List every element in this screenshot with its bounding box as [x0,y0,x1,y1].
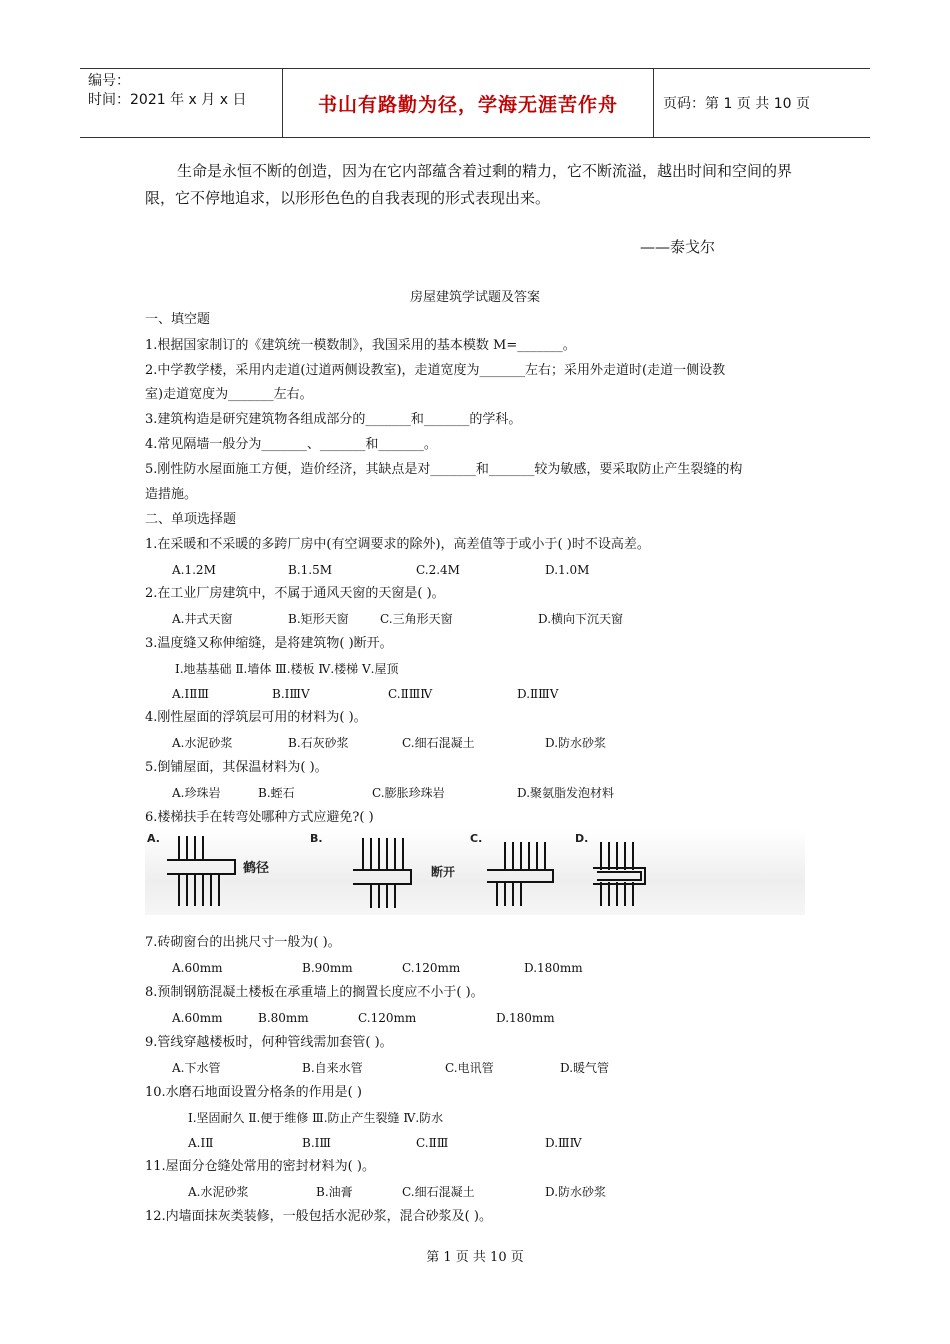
choice-q3-option-c: C.ⅡⅢⅣ [388,687,433,701]
handrail-option-c [487,842,553,906]
choice-q3-option-a: A.ⅠⅡⅢ [172,687,209,701]
handrail-figure [145,830,805,915]
choice-q3: 3.温度缝又称伸缩缝，是将建筑物( )断开。 [145,636,393,651]
choice-q8-option-d: D.180mm [496,1011,555,1025]
choice-q11-option-a: A.水泥砂浆 [188,1185,249,1199]
choice-q7-option-b: B.90mm [302,961,353,975]
choice-q4-option-c: C.细石混凝土 [402,736,475,750]
choice-q7-option-c: C.120mm [402,961,461,975]
choice-q11: 11.屋面分仓缝处常用的密封材料为( )。 [145,1159,375,1174]
choice-q2-option-d: D.横向下沉天窗 [538,612,624,626]
page-footer: 第 1 页 共 10 页 [426,1250,524,1265]
choice-q10-option-d: D.ⅢⅣ [545,1136,582,1150]
choice-q11-option-c: C.细石混凝土 [402,1185,475,1199]
choice-q10: 10.水磨石地面设置分格条的作用是( ) [145,1085,362,1100]
header-motto: 书山有路勤为径，学海无涯苦作舟 [282,69,654,137]
figure-label-a: A. [147,832,160,845]
choice-q1-option-d: D.1.0M [545,563,590,577]
choice-q5-option-c: C.膨胀珍珠岩 [372,786,445,800]
handrail-option-b [353,838,411,908]
fill-q3: 3.建筑构造是研究建筑物各组成部分的_______和_______的学科。 [145,412,522,427]
header-meta [80,69,282,140]
choice-q10-items: Ⅰ.坚固耐久 Ⅱ.便于维修 Ⅲ.防止产生裂缝 Ⅳ.防水 [188,1111,444,1125]
choice-q5-option-b: B.蛭石 [258,786,295,800]
quote-text: 生命是永恒不断的创造，因为在它内部蕴含着过剩的精力，它不断流溢，越出时间和空间的界限，它不停地追求，以形形色色的自我表现的形式表现出来。 [145,162,793,207]
choice-q8: 8.预制钢筋混凝土楼板在承重墙上的搁置长度应不小于( )。 [145,985,484,1000]
fill-q4: 4.常见隔墙一般分为_______、_______和_______。 [145,437,437,452]
choice-q3-option-b: B.ⅠⅢⅤ [272,687,310,701]
choice-q7-option-a: A.60mm [172,961,223,975]
choice-q11-option-b: B.油膏 [316,1185,353,1199]
section-1-heading: 一、填空题 [145,312,211,327]
fill-q5-line2: 造措施。 [145,487,198,502]
choice-q8-option-a: A.60mm [172,1011,223,1025]
page-header [80,68,870,138]
choice-q4-option-a: A.水泥砂浆 [172,736,233,750]
choice-q5-option-a: A.珍珠岩 [172,786,221,800]
choice-q5: 5.倒铺屋面，其保温材料为( )。 [145,760,328,775]
choice-q5-option-d: D.聚氨脂发泡材料 [517,786,615,800]
choice-q2-option-c: C.三角形天窗 [380,612,453,626]
choice-q9-option-d: D.暖气管 [560,1061,610,1075]
handrail-diagrams [145,830,805,915]
section-2-heading: 二、单项选择题 [145,512,237,527]
choice-q4: 4.刚性屋面的浮筑层可用的材料为( )。 [145,710,367,725]
choice-q7-option-d: D.180mm [524,961,583,975]
choice-q9-option-a: A.下水管 [172,1061,221,1075]
fill-q2-line2: 室)走道宽度为_______左右。 [145,387,313,402]
number-label: 编号： [88,73,130,89]
choice-q1-option-b: B.1.5M [288,563,333,577]
choice-q8-option-b: B.80mm [258,1011,309,1025]
fill-q1: 1.根据国家制订的《建筑统一模数制》，我国采用的基本模数 M=_______。 [145,338,576,353]
figure-label-c: C. [470,832,483,845]
choice-q1-option-c: C.2.4M [416,563,460,577]
document-title: 房屋建筑学试题及答案 [409,290,540,305]
choice-q2-option-b: B.矩形天窗 [288,612,349,626]
figure-text-break: 断开 [431,865,456,879]
figure-label-b: B. [310,832,323,845]
choice-q4-option-d: D.防水砂浆 [545,736,607,750]
choice-q10-option-c: C.ⅡⅢ [416,1136,449,1150]
handrail-option-a [167,836,235,906]
choice-q9: 9.管线穿越楼板时，何种管线需加套管( )。 [145,1035,393,1050]
choice-q3-option-d: D.ⅡⅢⅤ [517,687,559,701]
time-label: 时间：2021 年 x 月 x 日 [88,92,247,108]
choice-q11-option-d: D.防水砂浆 [545,1185,607,1199]
choice-q6: 6.楼梯扶手在转弯处哪种方式应避免?( ) [145,810,374,825]
handrail-option-d [593,842,645,906]
choice-q4-option-b: B.石灰砂浆 [288,736,349,750]
choice-q1: 1.在采暖和不采暖的多跨厂房中(有空调要求的除外)，高差值等于或小于( )时不设高差。 [145,537,650,552]
figure-text-crane-neck: 鹤径 [243,861,270,876]
choice-q7: 7.砖砌窗台的出挑尺寸一般为( )。 [145,935,341,950]
choice-q9-option-c: C.电讯管 [445,1061,494,1075]
fill-q5-line1: 5.刚性防水屋面施工方便，造价经济，其缺点是对_______和_______较为敏感，要采取防止产生裂缝的构 [145,462,743,477]
figure-label-d: D. [575,832,589,845]
fill-q2-line1: 2.中学教学楼，采用内走道(过道两侧设教室)，走道宽度为_______左右；采用外走道时(走道一侧设教 [145,363,726,378]
choice-q2: 2.在工业厂房建筑中，不属于通风天窗的天窗是( )。 [145,586,445,601]
choice-q1-option-a: A.1.2M [172,563,216,577]
choice-q10-option-b: B.ⅠⅢ [302,1136,331,1150]
choice-q12: 12.内墙面抹灰类装修，一般包括水泥砂浆，混合砂浆及( )。 [145,1209,492,1224]
choice-q9-option-b: B.自来水管 [302,1061,363,1075]
choice-q3-items: Ⅰ.地基基础 Ⅱ.墙体 Ⅲ.楼板 Ⅳ.楼梯 Ⅴ.屋顶 [175,662,399,676]
choice-q10-option-a: A.ⅠⅡ [188,1136,214,1150]
choice-q8-option-c: C.120mm [358,1011,417,1025]
quote-author: ——泰戈尔 [640,238,716,256]
header-page-info: 页码：第 1 页 共 10 页 [663,96,810,112]
choice-q2-option-a: A.井式天窗 [172,612,233,626]
